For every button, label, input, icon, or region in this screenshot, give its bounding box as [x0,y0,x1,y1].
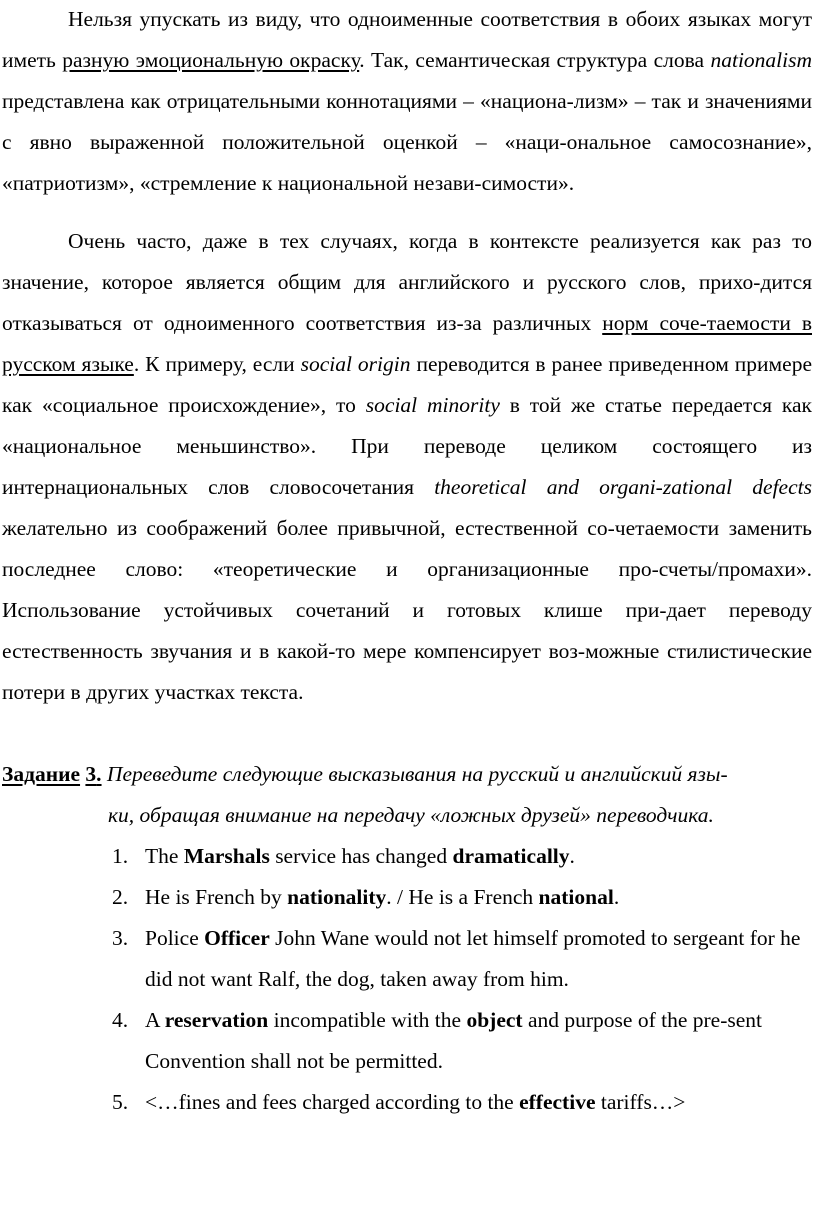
item-text [145,918,812,1000]
item-text-part: A [145,1008,165,1032]
p1-text-1: Нельзя упускать из виду, что одноименные соответствия в обоих языках могут иметь [2,7,812,72]
item-bold-word: national [538,885,614,909]
item-text-part: tariffs…> [595,1090,686,1114]
list-item [2,836,812,877]
item-bold-word: Officer [204,926,270,950]
p2-text-1: Очень часто, даже в тех случаях, когда в контексте реализуется как раз то значение, которое является общим для английского и русского слов, прихо-дится отказываться от одноименного соответствия из-за различных [2,229,812,335]
item-bold-word: reservation [164,1008,269,1032]
item-text-part: and purpose of the pre-sent Convention shall not be permitted. [145,1008,763,1073]
list-item [2,1000,812,1082]
item-text-part: . [569,844,575,868]
p2-italic-term-1: social origin [300,352,411,376]
task-label: Задание [2,762,81,786]
document-page [2,0,812,1123]
item-text [145,877,812,918]
exercise-list [2,836,812,1123]
task-heading [2,754,812,795]
item-text-part: John Wane would not let himself promoted to sergeant for he did not want Ralf, the dog, taken away from him. [145,926,801,991]
item-text-part: The [145,844,184,868]
list-item [2,877,812,918]
item-text [145,1082,812,1123]
p2-text-3: переводится в ранее приведенном примере как «социальное происхождение», то [2,352,813,417]
p1-italic-term: nationalism [710,48,813,72]
item-number: 4. [112,1008,129,1032]
p2-underlined-term: норм соче-таемости в русском языке [2,311,812,376]
item-text-part: Police [145,926,205,950]
paragraph-emotional-coloring [2,0,812,204]
item-text-part: He is French by [145,885,288,909]
list-item [2,1082,812,1123]
item-text-part: incompatible with the [268,1008,467,1032]
p2-italic-term-3: theoretical and organi-zational defects [434,475,812,499]
item-text-part: service has changed [269,844,453,868]
p2-text-2: . К примеру, если [133,352,301,376]
p1-text-2: . Так, семантическая структура слова [359,48,711,72]
item-number: 3. [112,926,129,950]
item-text [145,836,812,877]
list-item [2,918,812,1000]
item-text-part: . / He is a French [386,885,539,909]
p1-text-3: представлена как отрицательными коннотациями – «национа-лизм» – так и значениями с явно выраженной положительной оценкой – «наци-ональное самосознание», «патриотизм», «стремление к национальной незави-симости». [2,89,812,195]
task-number-dot: . [96,762,102,786]
item-number: 1. [112,844,129,868]
task-3-section [2,754,812,1123]
item-bold-word: effective [519,1090,596,1114]
item-number: 2. [112,885,129,909]
p2-text-4: в той же статье передается как «национальное меньшинство». При переводе целиком состоящего из интернациональных слов словосочетания [2,393,812,499]
item-bold-word: Marshals [183,844,270,868]
p2-text-5: желательно из соображений более привычной, естественной со-четаемости заменить последнее слово: «теоретические и организационные про-счеты/промахи». Использование устойчивых сочетаний и готовых клише при-дает переводу естественность звучания и в какой-то мере компенсирует воз-можные стилистические потери в других участках текста. [2,516,812,704]
task-number: 3 [85,762,97,786]
item-text-part: <…fines and fees charged according to the [145,1090,520,1114]
item-bold-word: nationality [287,885,387,909]
task-instruction-line-2: ки, обращая внимание на передачу «ложных друзей» переводчика. [108,803,714,827]
item-bold-word: dramatically [452,844,570,868]
item-bold-word: object [466,1008,523,1032]
item-number: 5. [112,1090,129,1114]
item-text [145,1000,812,1082]
p1-underlined-term: разную эмоциональную окраску [62,48,360,72]
task-instruction-line-1: Переведите следующие высказывания на русский и английский язы- [106,762,728,786]
item-text-part: . [613,885,620,909]
paragraph-collocation-norms [2,221,812,713]
p2-italic-term-2: social minority [365,393,500,417]
